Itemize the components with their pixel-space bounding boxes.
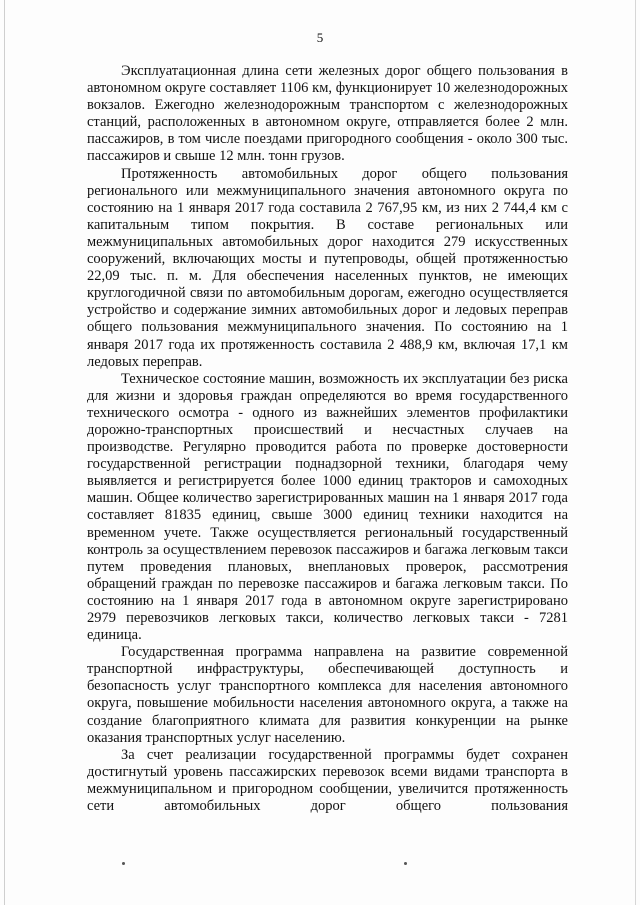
scan-edge-left [4, 0, 5, 905]
paragraph-railways: Эксплуатационная длина сети железных дорог общего пользования в автономном округе составляет 1106 км, функционирует 10 железнодорожных вокзалов. Ежегодно железнодорожным транспортом с железнодорожных станций, расположенных в автономном округе, отправляется более 2 млн. пассажиров, в том числе поездами пригородного сообщения - около 300 тыс. пассажиров и свыше 12 млн. тонн грузов. [87, 63, 568, 165]
page-number: 5 [316, 30, 324, 45]
scan-dot-right [404, 862, 407, 865]
paragraph-machinery: Техническое состояние машин, возможность их эксплуатации без риска для жизни и здоровья граждан определяются во время государственного технического осмотра - одного из важнейших элементов профилактики дорожно-транспортных происшествий и несчастных случаев на производстве. Регулярно проводится работа по проверке достоверности государственной регистрации поднадзорной техники, благодаря чему выявляется и регистрируется более 1000 единиц тракторов и самоходных машин. Общее количество зарегистрированных машин на 1 января 2017 года составляет 81835 единиц, свыше 3000 единиц техники находится на временном учете. Также осуществляется региональный государственный контроль за осуществлением перевозок пассажиров и багажа легковым такси путем проведения плановых, внеплановых проверок, рассмотрения обращений граждан по перевозке пассажиров и багажа легковым такси. По состоянию на 1 января 2017 года в автономном округе зарегистрировано 2979 перевозчиков легковых такси, количество легковых такси - 7281 единица. [87, 370, 568, 644]
body-text [87, 63, 568, 815]
paragraph-program-results: За счет реализации государственной программы будет сохранен достигнутый уровень пассажирских перевозок всеми видами транспорта в межмуниципальном и пригородном сообщении, увеличится протяженность сети автомобильных дорог общего пользования [87, 746, 568, 815]
scan-dot-left [122, 862, 125, 865]
paragraph-roads: Протяженность автомобильных дорог общего пользования регионального или межмуниципального значения автономного округа по состоянию на 1 января 2017 года составила 2 767,95 км, из них 2 744,4 км с капитальным типом покрытия. В составе региональных или межмуниципальных автомобильных дорог находится 279 искусственных сооружений, включающих мосты и путепроводы, общей протяженностью 22,09 тыс. п. м. Для обеспечения населенных пунктов, не имеющих круглогодичной связи по автомобильным дорогам, ежегодно осуществляется устройство и содержание зимних автомобильных дорог и ледовых переправ общего пользования межмуниципального значения. По состоянию на 1 января 2017 года их протяженность составила 2 488,9 км, включая 17,1 км ледовых переправ. [87, 165, 568, 370]
paragraph-program-goals: Государственная программа направлена на развитие современной транспортной инфраструктуры, обеспечивающей доступность и безопасность услуг транспортного комплекса для населения автономного округа, повышение мобильности населения автономного округа, а также на создание благоприятного климата для развития конкуренции на рынке оказания транспортных услуг населению. [87, 644, 568, 746]
scan-edge-right [635, 0, 636, 905]
